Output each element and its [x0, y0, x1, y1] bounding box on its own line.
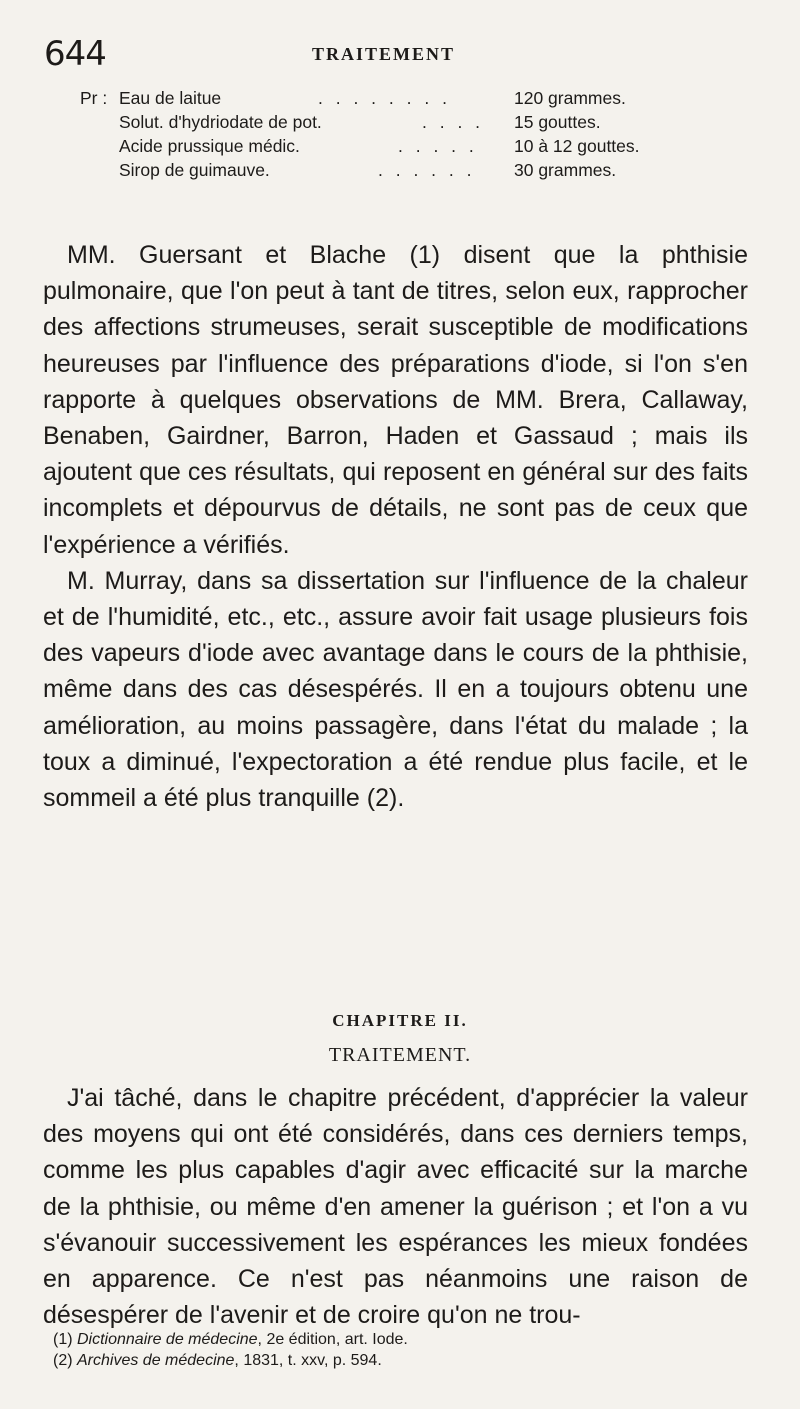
prescription-prefix: Pr : — [80, 88, 108, 108]
chapter-heading: CHAPITRE II. — [332, 1011, 468, 1030]
ingredient-quantity: 30 grammes. — [514, 160, 617, 180]
paragraph-guersant-blache: MM. Guersant et Blache (1) disent que la phthisie pulmonaire, que l'on peut à tant de titres, selon eux, rapprocher des affections strumeuses, serait susceptible de modifications heureuses par l'influence des préparations d'iode, si l'on s'en rapporte à quelques observations de MM. Brera, Callaway, Benaben, Gairdner, Barron, Haden et Gassaud ; mais ils ajoutent que ces résultats, qui reposent en général sur des faits incomplets et dépourvus de détails, ne sont pas de ceux que l'expérience a vérifiés. — [43, 241, 748, 559]
paragraph-murray: M. Murray, dans sa dissertation sur l'influence de la chaleur et de l'humidité, etc., etc., assure avoir fait usage plusieurs fois des vapeurs d'iode avec avantage dans le cours de la phthisie, même dans des cas désespérés. Il en a toujours obtenu une amélioration, au moins passagère, dans l'état du malade ; la toux a diminué, l'expectoration a été rendue plus facile, et le sommeil a été plus tranquille (2). — [43, 566, 748, 813]
footnote-mark: (1) — [53, 1331, 77, 1348]
footnote-mark: (2) — [53, 1352, 77, 1369]
formula-row — [80, 134, 680, 158]
footnote-detail: , 2e édition, art. Iode. — [257, 1331, 408, 1348]
footnotes — [53, 1329, 743, 1371]
formula-row — [80, 86, 680, 110]
footnote-1 — [53, 1329, 743, 1350]
running-head: TRAITEMENT — [312, 44, 456, 64]
ingredient-quantity: 15 gouttes. — [514, 112, 601, 132]
upper-text-block — [43, 237, 748, 816]
lower-text-block — [43, 1080, 748, 1333]
page-number: 644 — [44, 34, 106, 74]
formula-row — [80, 158, 680, 182]
prescription-formula — [80, 86, 680, 182]
leader-dots: . . . . . . — [378, 160, 476, 180]
footnote-detail: , 1831, t. xxv, p. 594. — [234, 1352, 382, 1369]
page-header — [44, 34, 760, 74]
footnote-source: Archives de médecine — [77, 1352, 235, 1369]
leader-dots: . . . . . . . . — [318, 88, 451, 108]
ingredient-name: Acide prussique médic. — [119, 136, 300, 156]
ingredient-name: Sirop de guimauve. — [119, 160, 270, 180]
ingredient-name: Solut. d'hydriodate de pot. — [119, 112, 322, 132]
section-heading: TRAITEMENT. — [328, 1044, 472, 1066]
leader-dots: . . . . — [422, 112, 485, 132]
footnote-source: Dictionnaire de médecine — [77, 1331, 258, 1348]
ingredient-name: Eau de laitue — [119, 88, 222, 108]
leader-dots: . . . . . — [398, 136, 478, 156]
footnote-2 — [53, 1350, 743, 1371]
paragraph-traitement: J'ai tâché, dans le chapitre précédent, d'apprécier la valeur des moyens qui ont été considérés, dans ces derniers temps, comme les plus capables d'agir avec efficacité sur la marche de la phthisie, ou même d'en amener la guérison ; et l'on a vu s'évanouir successivement les espérances les mieux fondées en apparence. Ce n'est pas néanmoins une raison de désespérer de l'avenir et de croire qu'on ne trou- — [43, 1084, 748, 1330]
formula-row — [80, 110, 680, 134]
ingredient-quantity: 120 grammes. — [514, 88, 626, 108]
ingredient-quantity: 10 à 12 gouttes. — [514, 136, 640, 156]
